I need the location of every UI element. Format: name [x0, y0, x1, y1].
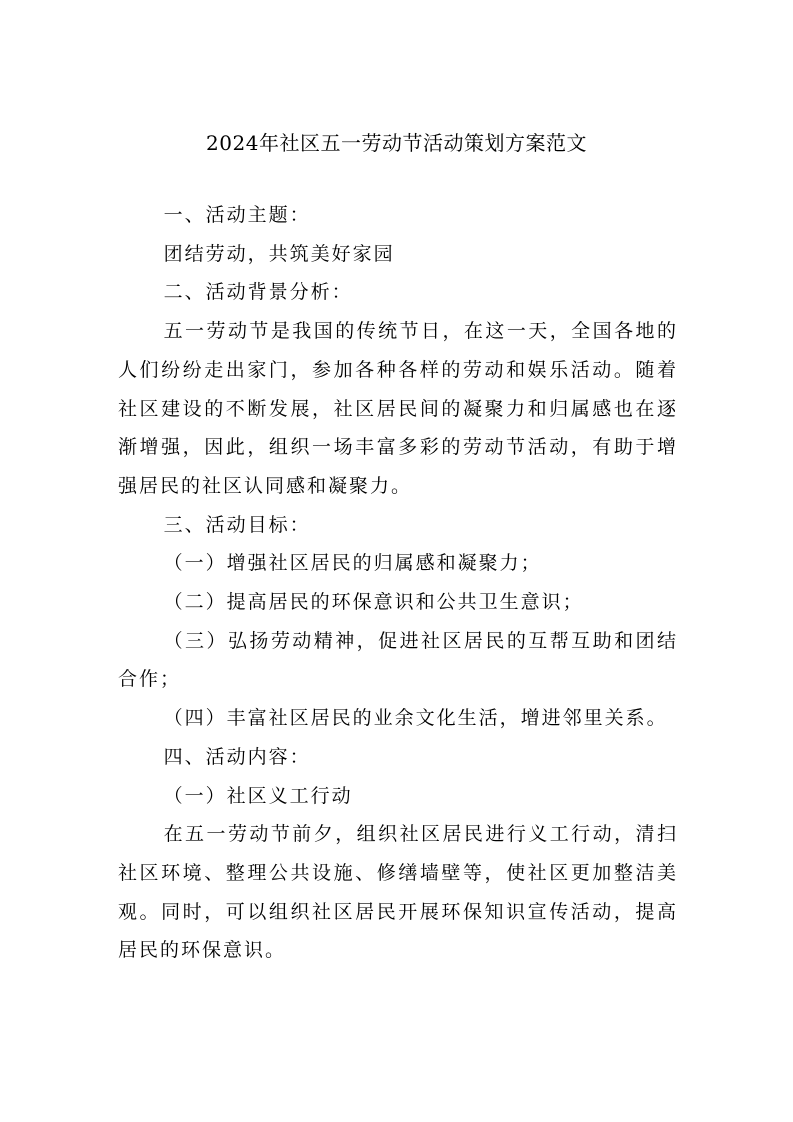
goal-item-2: （二）提高居民的环保意识和公共卫生意识； [163, 591, 584, 614]
goal-item-1: （一）增强社区居民的归属感和凝聚力； [163, 552, 542, 575]
heading-theme: 一、活动主题： [163, 204, 311, 226]
heading-content: 四、活动内容： [163, 745, 311, 768]
heading-goals: 三、活动目标： [163, 513, 311, 536]
heading-background: 二、活动背景分析： [163, 281, 353, 304]
paragraph-volunteer: 在五一劳动节前夕，组织社区居民进行义工行动，清扫社区环境、整理公共设施、修缮墙壁等，使社区更加整洁美观。同时，可以组织社区居民开展环保知识宣传活动，提高居民的环保意识。 [118, 823, 678, 962]
paragraph-background: 五一劳动节是我国的传统节日，在这一天，全国各地的人们纷纷走出家门，参加各种各样的劳动和娱乐活动。随着社区建设的不断发展，社区居民间的凝聚力和归属感也在逐渐增强，因此，组织一场丰富多彩的劳动节活动，有助于增强居民的社区认同感和凝聚力。 [118, 320, 678, 497]
paragraph-theme: 团结劳动，共筑美好家园 [163, 242, 395, 265]
document-body [118, 196, 678, 970]
document-title: 2024年社区五一劳动节活动策划方案范文 [206, 131, 587, 155]
content-subheading-1: （一）社区义工行动 [163, 784, 353, 807]
goal-item-4: （四）丰富社区居民的业余文化生活，增进邻里关系。 [163, 707, 668, 730]
goal-item-3: （三）弘扬劳动精神，促进社区居民的互帮互助和团结合作； [118, 629, 678, 691]
